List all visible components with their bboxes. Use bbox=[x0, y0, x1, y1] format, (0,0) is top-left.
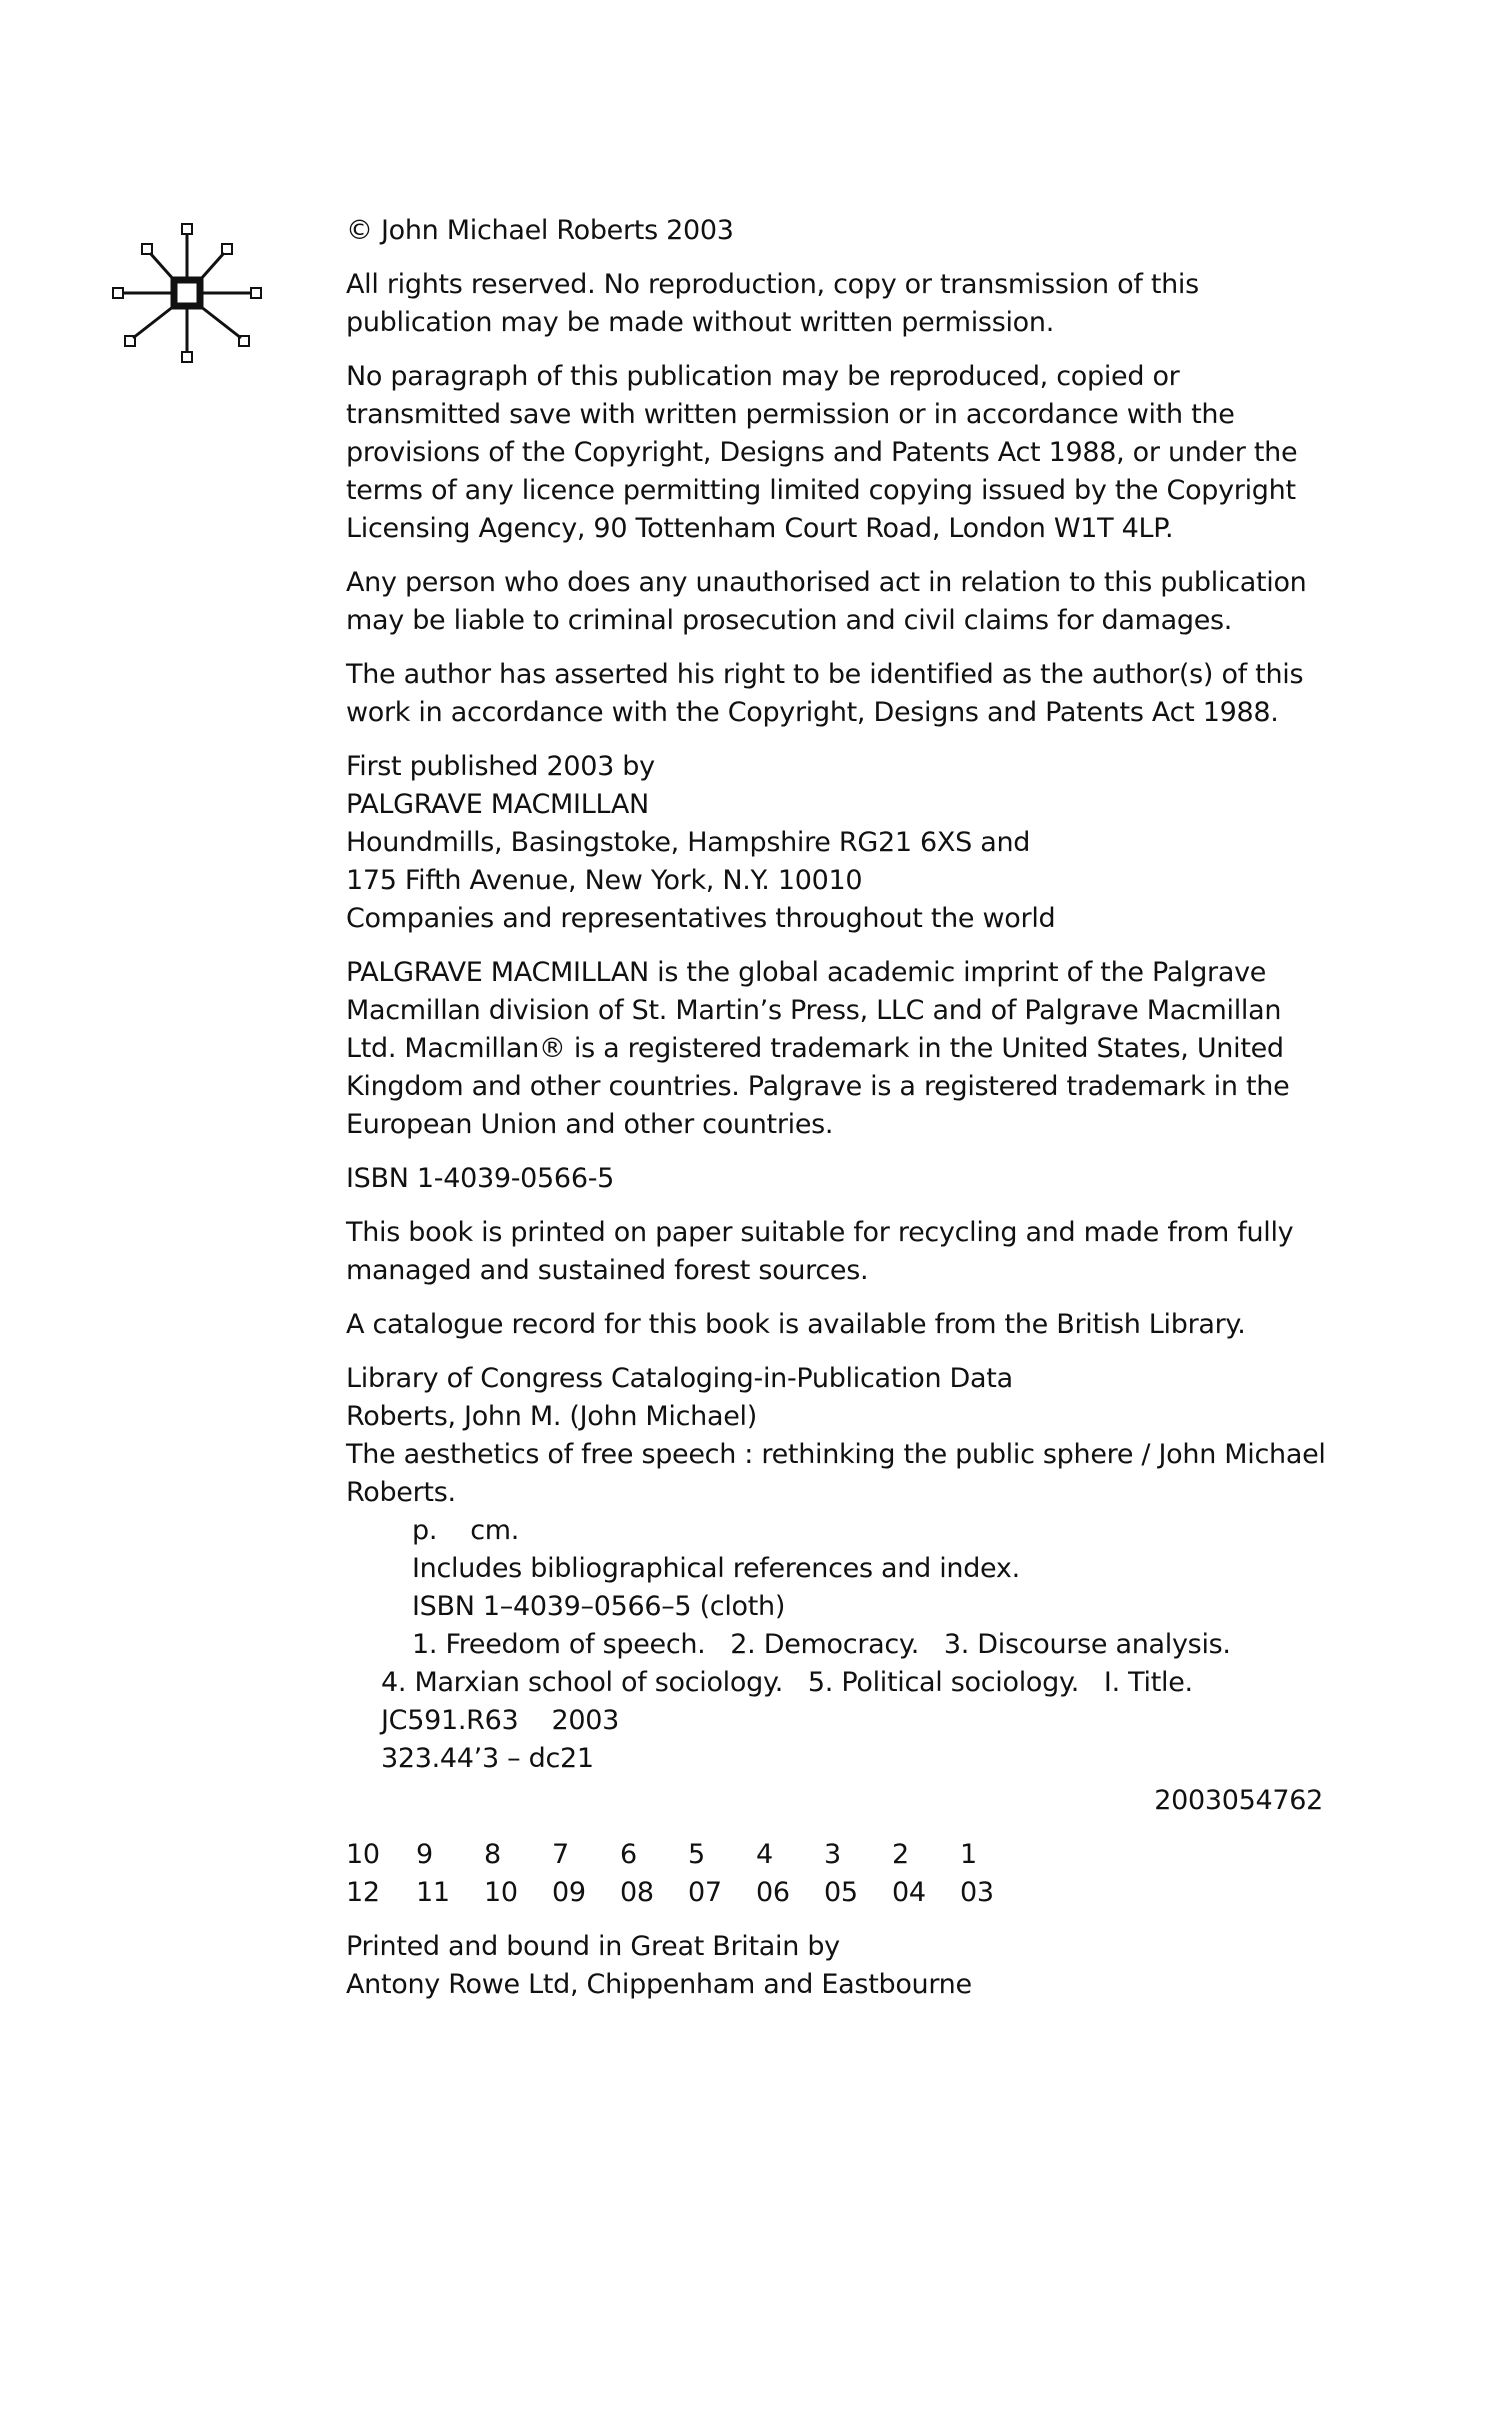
print-number-line bbox=[346, 1836, 1386, 1874]
text-line: European Union and other countries. bbox=[346, 1109, 834, 1140]
copyright-page-text bbox=[346, 212, 1386, 2020]
print-year: 12 bbox=[346, 1877, 380, 1908]
copyright-notice bbox=[346, 212, 1386, 250]
unauthorised-act-paragraph bbox=[346, 564, 1386, 640]
print-number: 3 bbox=[824, 1839, 841, 1870]
text-line: No paragraph of this publication may be reproduced, copied or bbox=[346, 361, 1180, 392]
text-line: Companies and representatives throughout the world bbox=[346, 903, 1056, 934]
isbn: ISBN 1-4039-0566-5 bbox=[346, 1163, 615, 1194]
print-number: 2 bbox=[892, 1839, 909, 1870]
catalogue-paragraph bbox=[346, 1306, 1386, 1344]
text-line: Kingdom and other countries. Palgrave is a registered trademark in the bbox=[346, 1071, 1290, 1102]
print-year-line bbox=[346, 1874, 1386, 1912]
author-rights-paragraph bbox=[346, 656, 1386, 732]
text-line: First published 2003 by bbox=[346, 751, 655, 782]
print-number: 4 bbox=[756, 1839, 773, 1870]
copyright-line: © John Michael Roberts 2003 bbox=[346, 215, 734, 246]
text-line: This book is printed on paper suitable for recycling and made from fully bbox=[346, 1217, 1294, 1248]
text-line: terms of any licence permitting limited copying issued by the Copyright bbox=[346, 475, 1296, 506]
cip-includes: Includes bibliographical references and index. bbox=[412, 1553, 1020, 1584]
cip-author: Roberts, John M. (John Michael) bbox=[346, 1401, 757, 1432]
text-line: may be liable to criminal prosecution and civil claims for damages. bbox=[346, 605, 1233, 636]
text-line: A catalogue record for this book is available from the British Library. bbox=[346, 1309, 1246, 1340]
print-number: 9 bbox=[416, 1839, 433, 1870]
cip-lc-class: JC591.R63 2003 bbox=[381, 1705, 619, 1736]
printer-paragraph bbox=[346, 1928, 1386, 2004]
print-number: 5 bbox=[688, 1839, 705, 1870]
printer-name: Antony Rowe Ltd, Chippenham and Eastbourne bbox=[346, 1969, 972, 2000]
print-year: 08 bbox=[620, 1877, 654, 1908]
publisher-block bbox=[346, 748, 1386, 938]
text-line: transmitted save with written permission or in accordance with the bbox=[346, 399, 1235, 430]
publisher-address-us: 175 Fifth Avenue, New York, N.Y. 10010 bbox=[346, 865, 863, 896]
paper-paragraph bbox=[346, 1214, 1386, 1290]
imprint-paragraph bbox=[346, 954, 1386, 1144]
print-number: 8 bbox=[484, 1839, 501, 1870]
print-year: 06 bbox=[756, 1877, 790, 1908]
rights-paragraph bbox=[346, 266, 1386, 342]
text-line: PALGRAVE MACMILLAN is the global academic imprint of the Palgrave bbox=[346, 957, 1267, 988]
print-year: 05 bbox=[824, 1877, 858, 1908]
imprint-logo-icon bbox=[105, 216, 267, 370]
print-year: 04 bbox=[892, 1877, 926, 1908]
cip-dewey: 323.44’3 – dc21 bbox=[381, 1743, 594, 1774]
text-line: Macmillan division of St. Martin’s Press, LLC and of Palgrave Macmillan bbox=[346, 995, 1282, 1026]
reproduction-paragraph bbox=[346, 358, 1386, 548]
text-line: All rights reserved. No reproduction, copy or transmission of this bbox=[346, 269, 1199, 300]
publisher-address-uk: Houndmills, Basingstoke, Hampshire RG21 6XS and bbox=[346, 827, 1031, 858]
text-line: publication may be made without written permission. bbox=[346, 307, 1054, 338]
text-line: The author has asserted his right to be identified as the author(s) of this bbox=[346, 659, 1304, 690]
text-line: provisions of the Copyright, Designs and Patents Act 1988, or under the bbox=[346, 437, 1298, 468]
cip-subjects: 1. Freedom of speech. 2. Democracy. 3. Discourse analysis. bbox=[412, 1629, 1231, 1660]
cip-isbn: ISBN 1–4039–0566–5 (cloth) bbox=[412, 1591, 786, 1622]
cip-title: The aesthetics of free speech : rethinking the public sphere / John Michael bbox=[346, 1439, 1326, 1470]
text-line: work in accordance with the Copyright, Designs and Patents Act 1988. bbox=[346, 697, 1279, 728]
cip-subjects-continued: 4. Marxian school of sociology. 5. Political sociology. I. Title. bbox=[381, 1667, 1193, 1698]
print-number: 1 bbox=[960, 1839, 977, 1870]
text-line: Ltd. Macmillan® is a registered trademark in the United States, United bbox=[346, 1033, 1284, 1064]
text-line: Any person who does any unauthorised act in relation to this publication bbox=[346, 567, 1307, 598]
cip-control-number: 2003054762 bbox=[1154, 1785, 1323, 1816]
print-number: 7 bbox=[552, 1839, 569, 1870]
text-line: Printed and bound in Great Britain by bbox=[346, 1931, 840, 1962]
text-line: Licensing Agency, 90 Tottenham Court Road, London W1T 4LP. bbox=[346, 513, 1174, 544]
isbn-paragraph bbox=[346, 1160, 1386, 1198]
print-year: 11 bbox=[416, 1877, 450, 1908]
print-year: 07 bbox=[688, 1877, 722, 1908]
print-number: 10 bbox=[346, 1839, 380, 1870]
publisher-name: PALGRAVE MACMILLAN bbox=[346, 789, 649, 820]
print-year: 09 bbox=[552, 1877, 586, 1908]
cip-pcm: p. cm. bbox=[412, 1515, 520, 1546]
print-year: 10 bbox=[484, 1877, 518, 1908]
cip-data-block bbox=[346, 1360, 1386, 1820]
cip-heading: Library of Congress Cataloging-in-Publication Data bbox=[346, 1363, 1013, 1394]
cip-title-continued: Roberts. bbox=[346, 1477, 456, 1508]
print-year: 03 bbox=[960, 1877, 994, 1908]
print-number: 6 bbox=[620, 1839, 637, 1870]
text-line: managed and sustained forest sources. bbox=[346, 1255, 869, 1286]
printing-sequence bbox=[346, 1836, 1386, 1912]
